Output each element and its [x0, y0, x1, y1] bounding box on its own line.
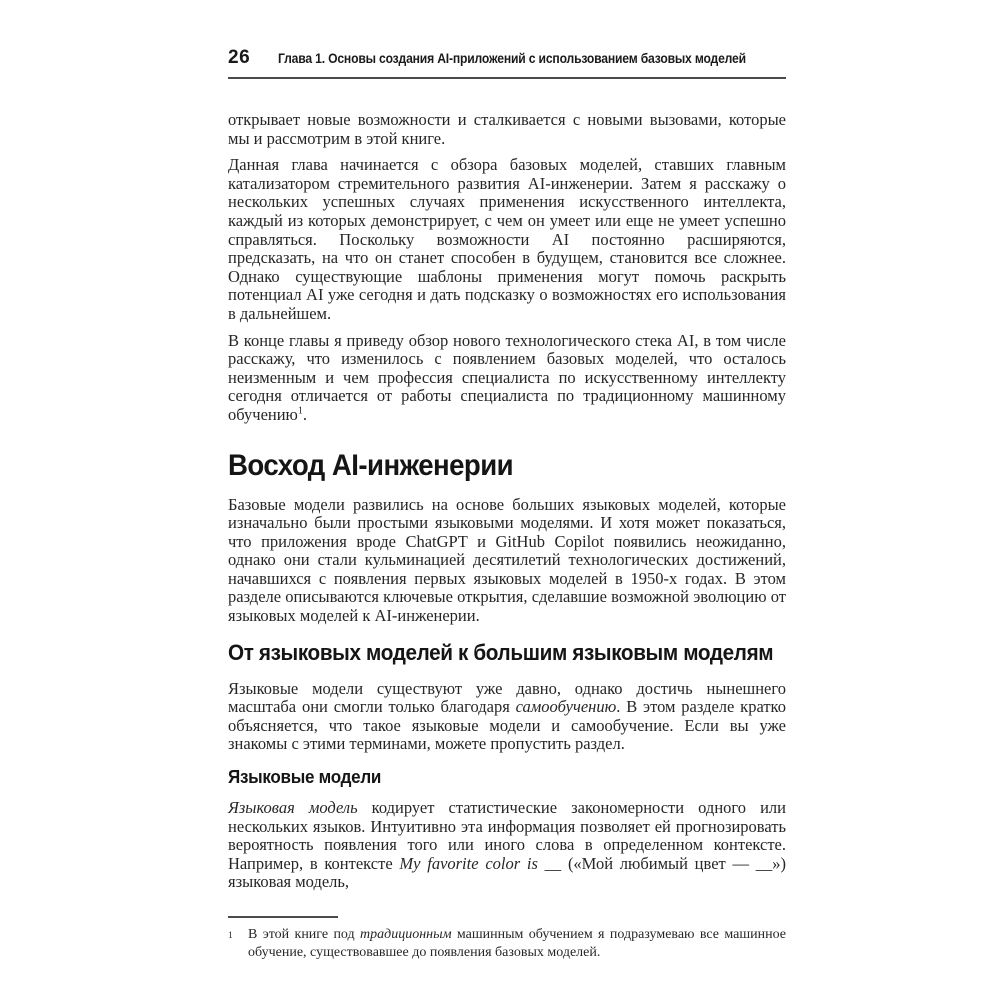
- footnote-separator-rule: [228, 916, 338, 918]
- body-paragraph: Данная глава начинается с обзора базовых моделей, ставших главным катализатором стремительного развития AI-инженерии. Затем я расскажу о нескольких успешных случаях применения искусственного интеллекта, каждый из которых демонстрирует, с чем он умеет или еще не умеет успешно справляться. Поскольку возможности AI постоянно расширяются, предсказать, на что он станет способен в будущем, становится все сложнее. Однако существующие шаблоны применения могут помочь раскрыть потенциал AI уже сегодня и дать подсказку о возможностях его использования в дальнейшем.: [228, 155, 786, 323]
- section-heading-h1: [228, 449, 786, 483]
- section-heading-h1-text: Восход AI-инженерии: [228, 448, 514, 482]
- footnote-block: [228, 916, 786, 962]
- running-head: [228, 47, 786, 79]
- page-number: 26: [228, 47, 251, 68]
- subsubsection-heading-h3: [228, 766, 786, 788]
- running-head-chapter-title: Глава 1. Основы создания AI-приложений с использованием базовых моделей: [278, 51, 747, 66]
- page-content-column: [228, 47, 786, 962]
- footnote-marker: 1: [228, 931, 233, 941]
- body-paragraph: Базовые модели развились на основе больших языковых моделей, которые изначально были простыми языковыми моделями. И хотя может показаться, что приложения вроде ChatGPT и GitHub Copilot появились неожиданно, однако они стали кульминацией десятилетий технологических достижений, начавшихся с появления первых языковых моделей в 1950-х годах. В этом разделе описываются ключевые открытия, сделавшие возможной эволюцию от языковых моделей к AI-инженерии.: [228, 494, 786, 626]
- body-paragraph: Языковая модель кодирует статистические закономерности одного или нескольких языков. Интуитивно эта информация позволяет ей прогнозировать вероятность появления того или иного слова в определенном контексте. Например, в контексте My favorite color is __ («Мой любимый цвет — __») языковая модель,: [228, 798, 787, 892]
- footnote-text: В этой книге под традиционным машинным обучением я подразумеваю все машинное обучение, существовавшее до появления базовых моделей.: [248, 927, 786, 960]
- body-paragraph: Языковые модели существуют уже давно, однако достичь нынешнего масштаба они смогли только благодаря самообучению. В этом разделе кратко объясняется, что такое языковые модели и самообучение. Если вы уже знакомы с этими терминами, можете пропустить раздел.: [228, 678, 786, 754]
- subsection-heading-h2: [228, 640, 786, 666]
- running-head-chapter-title-wrap: [278, 50, 798, 68]
- body-paragraph: открывает новые возможности и сталкивается с новыми вызовами, которые мы и рассмотрим в этой книге.: [228, 110, 786, 148]
- main-text-block: [228, 111, 786, 892]
- footnote-body: [228, 926, 786, 962]
- subsection-heading-h2-text: От языковых моделей к большим языковым моделям: [228, 639, 774, 665]
- subsubsection-heading-h3-text: Языковые модели: [228, 766, 382, 788]
- body-paragraph-with-footnote-ref: В конце главы я приведу обзор нового технологического стека AI, в том числе расскажу, что изменилось с появлением базовых моделей, что осталось неизменным и чем профессия специалиста по искусственному интеллекту сегодня отличается от работы специалиста по традиционному машинному обучению$^1$.: [228, 330, 786, 424]
